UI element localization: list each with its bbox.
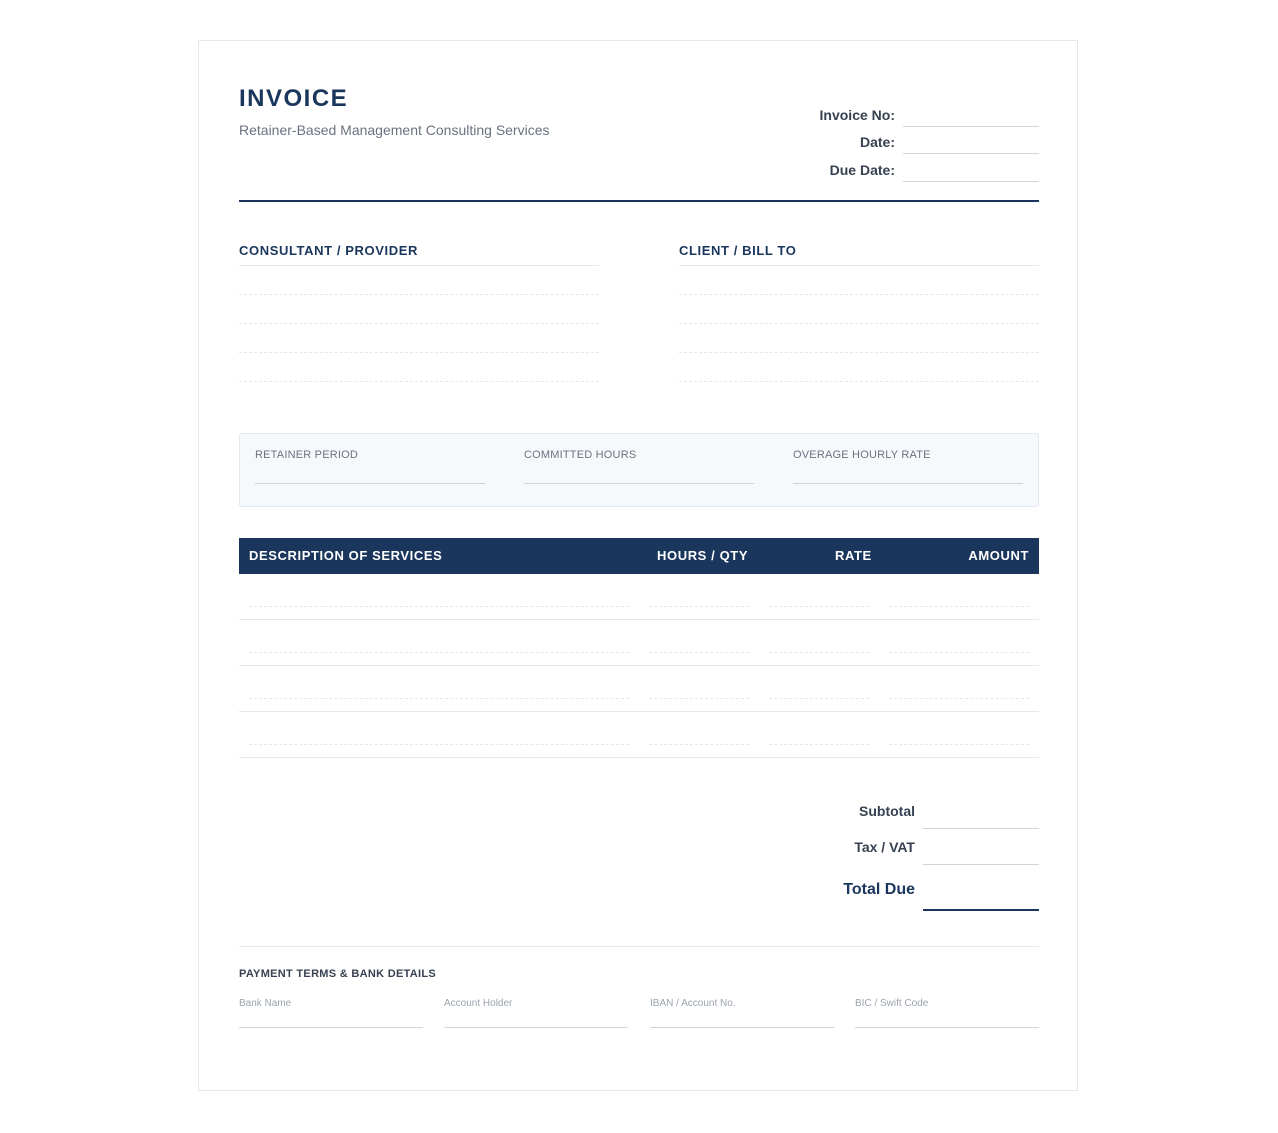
description-cell[interactable] <box>249 744 629 745</box>
column-rate: RATE <box>835 548 872 563</box>
payment-divider <box>239 946 1039 947</box>
provider-section <box>239 243 599 382</box>
invoice-date-label: Date: <box>859 134 895 150</box>
iban-input[interactable] <box>650 1027 834 1028</box>
hours-cell[interactable] <box>649 698 749 699</box>
table-row <box>239 620 1039 666</box>
rate-cell[interactable] <box>769 652 869 653</box>
committed-hours-label: COMMITTED HOURS <box>524 449 637 461</box>
client-line-2[interactable] <box>679 295 1039 324</box>
account-holder-input[interactable] <box>444 1027 628 1028</box>
amount-cell[interactable] <box>889 744 1029 745</box>
retainer-details-box <box>239 433 1039 507</box>
hours-cell[interactable] <box>649 606 749 607</box>
client-line-1[interactable] <box>679 266 1039 295</box>
account-holder-label: Account Holder <box>444 998 513 1009</box>
provider-line-4[interactable] <box>239 353 599 382</box>
header-divider <box>239 200 1039 202</box>
retainer-period-field[interactable] <box>255 449 485 484</box>
payment-heading: PAYMENT TERMS & BANK DETAILS <box>239 968 437 980</box>
table-row <box>239 574 1039 620</box>
invoice-title: INVOICE <box>239 85 349 112</box>
committed-hours-field[interactable] <box>524 449 754 484</box>
provider-heading: CONSULTANT / PROVIDER <box>239 243 599 266</box>
client-line-3[interactable] <box>679 324 1039 353</box>
description-cell[interactable] <box>249 698 629 699</box>
rate-cell[interactable] <box>769 606 869 607</box>
bic-input[interactable] <box>855 1027 1039 1028</box>
hours-cell[interactable] <box>649 744 749 745</box>
due-date-row <box>779 154 1039 182</box>
bank-name-label: Bank Name <box>239 998 292 1009</box>
client-line-4[interactable] <box>679 353 1039 382</box>
services-table-body <box>239 574 1039 758</box>
subtotal-label: Subtotal <box>859 803 915 819</box>
invoice-meta <box>779 99 1039 182</box>
table-row <box>239 712 1039 758</box>
client-heading: CLIENT / BILL TO <box>679 243 1039 266</box>
amount-cell[interactable] <box>889 698 1029 699</box>
invoice-number-field[interactable] <box>903 102 1039 127</box>
bank-name-field[interactable] <box>239 998 423 1028</box>
invoice-date-field[interactable] <box>903 129 1039 154</box>
services-table-header <box>239 538 1039 574</box>
invoice-date-row <box>779 127 1039 155</box>
due-date-field[interactable] <box>903 157 1039 182</box>
overage-rate-field[interactable] <box>793 449 1023 484</box>
bic-field[interactable] <box>855 998 1039 1028</box>
invoice-page <box>198 40 1078 1091</box>
iban-field[interactable] <box>650 998 834 1028</box>
total-due-field[interactable] <box>923 877 1039 911</box>
column-hours: HOURS / QTY <box>657 548 749 563</box>
total-due-label: Total Due <box>843 881 915 898</box>
committed-hours-input[interactable] <box>524 483 754 484</box>
amount-cell[interactable] <box>889 652 1029 653</box>
retainer-period-input[interactable] <box>255 483 485 484</box>
tax-field[interactable] <box>923 832 1039 865</box>
due-date-label: Due Date: <box>829 161 895 178</box>
rate-cell[interactable] <box>769 744 869 745</box>
bic-label: BIC / Swift Code <box>855 998 929 1009</box>
amount-cell[interactable] <box>889 606 1029 607</box>
invoice-content <box>239 41 1039 1090</box>
overage-rate-label: OVERAGE HOURLY RATE <box>793 449 931 461</box>
bank-name-input[interactable] <box>239 1027 423 1028</box>
hours-cell[interactable] <box>649 652 749 653</box>
column-description: DESCRIPTION OF SERVICES <box>249 548 443 563</box>
tax-label: Tax / VAT <box>854 839 915 855</box>
account-holder-field[interactable] <box>444 998 628 1028</box>
overage-rate-input[interactable] <box>793 483 1023 484</box>
totals-section <box>739 793 1039 911</box>
iban-label: IBAN / Account No. <box>650 998 736 1009</box>
client-section <box>679 243 1039 382</box>
description-cell[interactable] <box>249 652 629 653</box>
provider-line-3[interactable] <box>239 324 599 353</box>
table-row <box>239 666 1039 712</box>
description-cell[interactable] <box>249 606 629 607</box>
rate-cell[interactable] <box>769 698 869 699</box>
subtotal-row <box>739 793 1039 829</box>
invoice-subtitle: Retainer-Based Management Consulting Services <box>239 122 550 138</box>
invoice-number-row <box>779 99 1039 127</box>
column-amount: AMOUNT <box>968 548 1029 563</box>
subtotal-field[interactable] <box>923 796 1039 829</box>
total-due-row <box>739 865 1039 911</box>
tax-row <box>739 829 1039 865</box>
invoice-number-label: Invoice No: <box>819 106 895 123</box>
retainer-period-label: RETAINER PERIOD <box>255 449 359 461</box>
provider-line-1[interactable] <box>239 266 599 295</box>
provider-line-2[interactable] <box>239 295 599 324</box>
